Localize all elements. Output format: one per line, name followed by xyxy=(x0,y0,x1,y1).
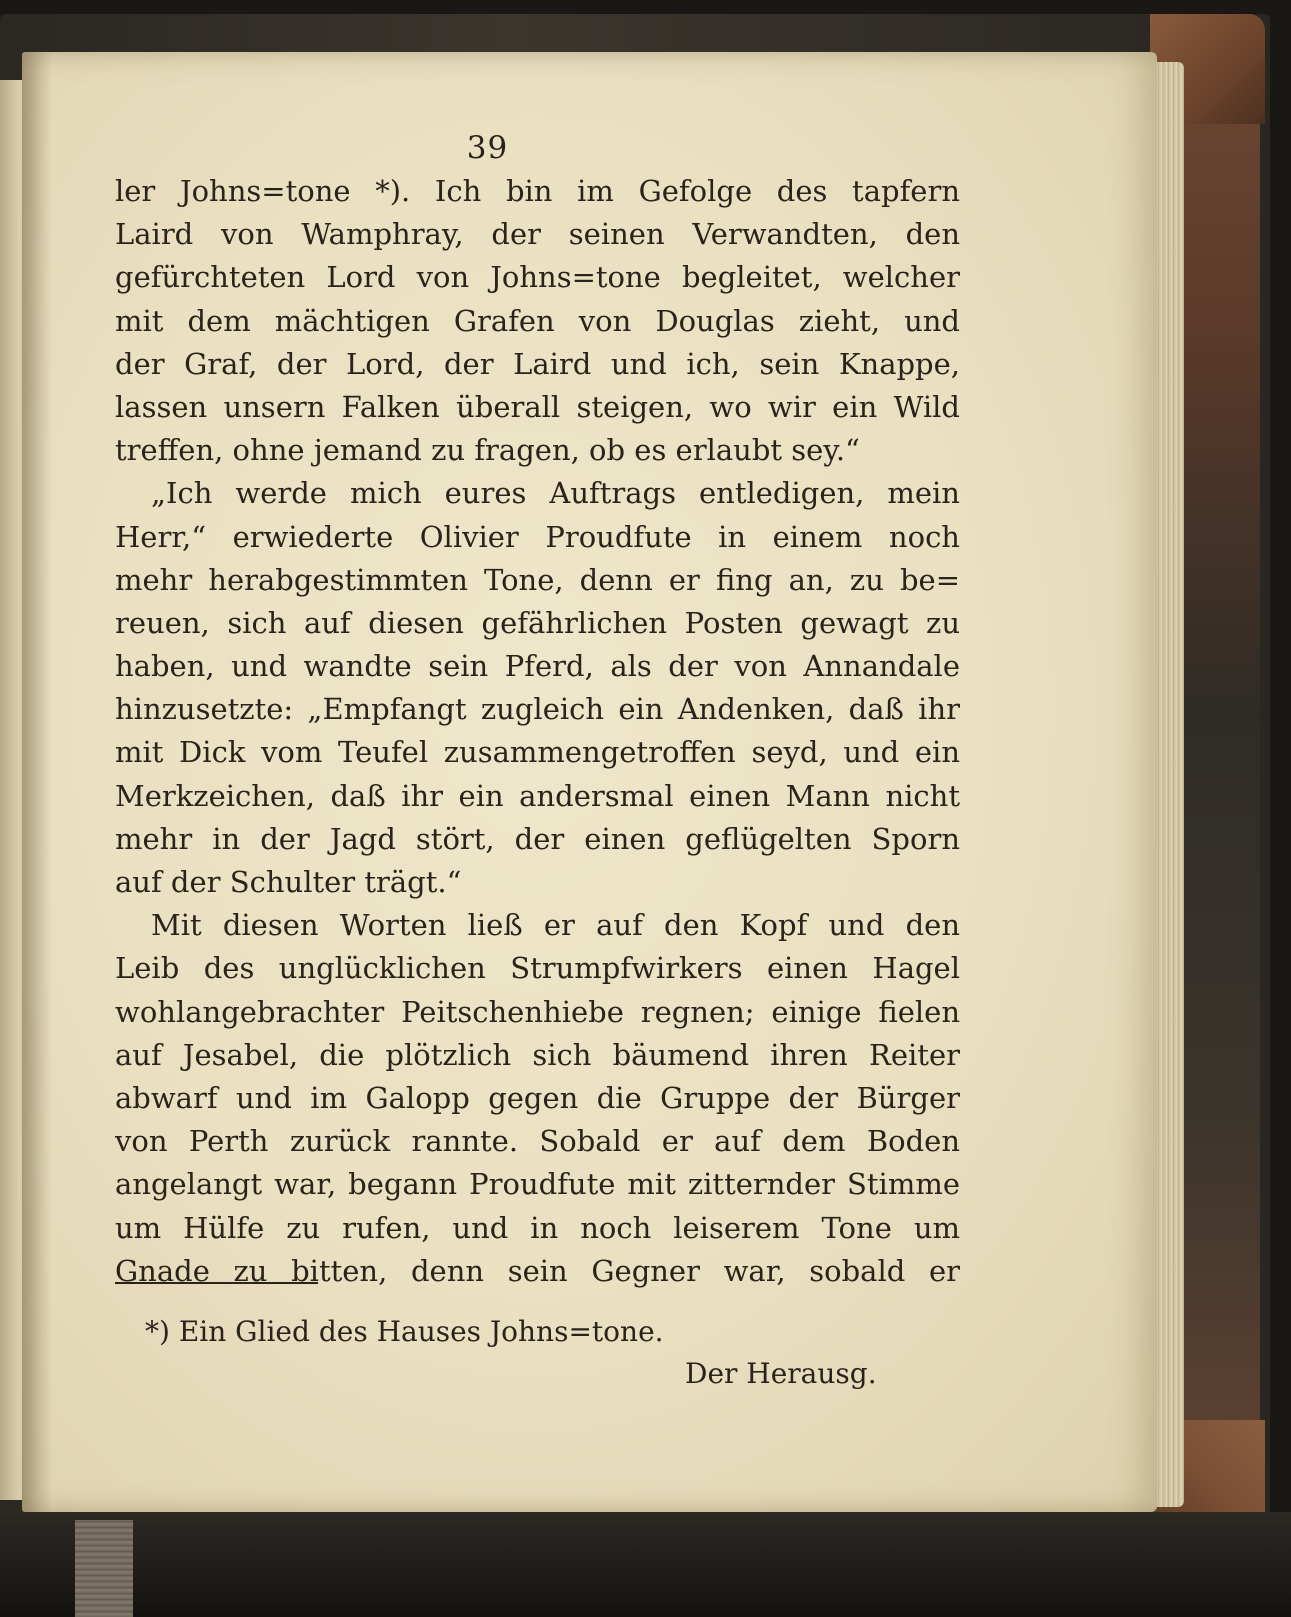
footnote-rule xyxy=(115,1282,318,1284)
text-line: Leib des unglücklichen Strumpfwirkers einen Hagel xyxy=(115,951,960,986)
bottom-background xyxy=(0,1512,1291,1617)
text-line: angelangt war, begann Proudfute mit zitternder Stimme xyxy=(115,1167,960,1202)
text-line: der Graf, der Lord, der Laird und ich, sein Knappe, xyxy=(115,346,960,381)
body-text xyxy=(115,170,960,1293)
text-line: mit Dick vom Teufel zusammengetroffen seyd, und ein xyxy=(115,735,960,770)
text-line: Mit diesen Worten ließ er auf den Kopf und den xyxy=(151,908,960,943)
text-line: ler Johns=tone *). Ich bin im Gefolge des tapfern xyxy=(115,174,960,208)
text-line: treffen, ohne jemand zu fragen, ob es erlaubt sey.“ xyxy=(115,433,860,468)
text-line: Herr,“ erwiederte Olivier Proudfute in einem noch xyxy=(115,519,960,554)
text-line: gefürchteten Lord von Johns=tone begleitet, welcher xyxy=(115,260,960,295)
footnote-signature: Der Herausg. xyxy=(685,1357,877,1390)
text-line: reuen, sich auf diesen gefährlichen Posten gewagt zu xyxy=(115,605,960,640)
text-line: Gnade zu bitten, denn sein Gegner war, sobald er xyxy=(115,1253,960,1288)
page-number: 39 xyxy=(466,130,509,166)
text-line: wohlangebrachter Peitschenhiebe regnen; einige fielen xyxy=(115,994,960,1029)
text-line: Laird von Wamphray, der seinen Verwandten, den xyxy=(115,217,960,252)
text-line: hinzusetzte: „Empfangt zugleich ein Andenken, daß ihr xyxy=(115,692,960,727)
footnote: *) Ein Glied des Hauses Johns=tone. xyxy=(145,1315,664,1348)
page-fold-shadow xyxy=(22,52,52,1512)
text-line: um Hülfe zu rufen, und in noch leiserem Tone um xyxy=(115,1210,960,1245)
text-line: auf Jesabel, die plötzlich sich bäumend ihren Reiter xyxy=(115,1037,960,1072)
text-line: auf der Schulter trägt.“ xyxy=(115,865,462,899)
bookmark-ribbon xyxy=(75,1520,133,1617)
text-line: mit dem mächtigen Grafen von Douglas zieht, und xyxy=(115,303,960,338)
text-line: mehr in der Jagd stört, der einen geflügelten Sporn xyxy=(115,821,960,856)
text-line: „Ich werde mich eures Auftrags entledigen, mein xyxy=(151,476,960,511)
text-line: mehr herabgestimmten Tone, denn er fing an, zu be= xyxy=(115,562,960,597)
text-line: von Perth zurück rannte. Sobald er auf dem Boden xyxy=(115,1124,960,1159)
text-line: abwarf und im Galopp gegen die Gruppe der Bürger xyxy=(115,1080,960,1115)
text-line: Merkzeichen, daß ihr ein andersmal einen Mann nicht xyxy=(115,778,960,813)
text-line: haben, und wandte sein Pferd, als der von Annandale xyxy=(115,649,960,684)
text-line: lassen unsern Falken überall steigen, wo wir ein Wild xyxy=(115,389,960,424)
